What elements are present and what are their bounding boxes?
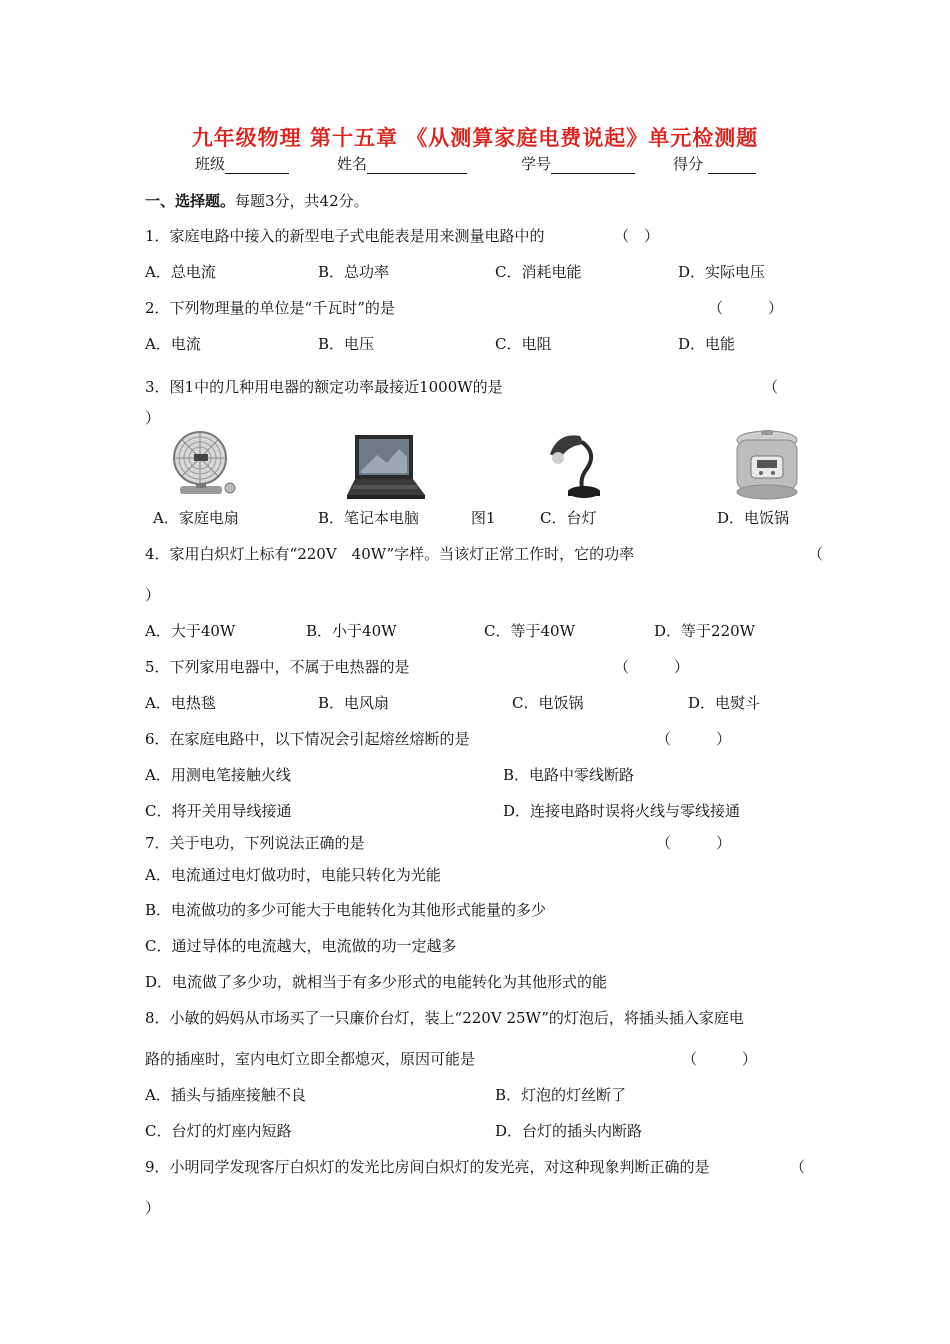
q1-stem: 1．家庭电路中接入的新型电子式电能表是用来测量电路中的 [145, 227, 545, 245]
name-field [337, 153, 467, 174]
q5-option-d: D．电熨斗 [688, 694, 761, 712]
figure-caption: 图1 [471, 509, 496, 527]
q4-stem: 4．家用白炽灯上标有“220V 40W”字样。当该灯正常工作时，它的功率 [145, 545, 635, 563]
score-label: 得分 [673, 155, 704, 173]
q8-option-c: C．台灯的灯座内短路 [145, 1122, 292, 1140]
q3-paren-close: ） [145, 409, 161, 427]
q8-option-d: D．台灯的插头内断路 [495, 1122, 643, 1140]
q5-option-a: A．电热毯 [145, 694, 216, 712]
q5-paren: （ ） [614, 658, 690, 676]
id-blank[interactable] [551, 157, 635, 174]
q4-option-c: C．等于40W [484, 622, 575, 640]
q2-stem: 2．下列物理量的单位是“千瓦时”的是 [145, 299, 395, 317]
q2-option-a: A．电流 [145, 335, 201, 353]
q2-option-b: B．电压 [318, 335, 375, 353]
q8-stem-line1: 8．小敏的妈妈从市场买了一只廉价台灯，装上“220V 25W”的灯泡后，将插头插入家庭电 [145, 1009, 744, 1027]
q3-option-b: B．笔记本电脑 [318, 509, 420, 527]
fan-icon [166, 428, 238, 500]
q8-paren: （ ） [682, 1050, 758, 1068]
q6-paren: （ ） [656, 730, 732, 748]
section-title: 一、选择题。 [145, 192, 236, 210]
q1-option-d: D．实际电压 [678, 263, 766, 281]
q3-stem: 3．图1中的几种用电器的额定功率最接近1000W的是 [145, 378, 503, 396]
q1-paren: （ ） [614, 227, 660, 245]
id-field [521, 153, 635, 174]
q4-paren-close: ） [145, 586, 161, 604]
q6-option-c: C．将开关用导线接通 [145, 802, 292, 820]
q1-option-b: B．总功率 [318, 263, 390, 281]
q4-paren-open: （ [808, 545, 824, 563]
q5-option-b: B．电风扇 [318, 694, 390, 712]
q6-option-a: A．用测电笔接触火线 [145, 766, 291, 784]
class-field [195, 153, 289, 174]
q3-option-d: D．电饭锅 [717, 509, 790, 527]
class-blank[interactable] [225, 157, 289, 174]
name-blank[interactable] [367, 157, 467, 174]
q2-paren: （ ） [708, 299, 784, 317]
q7-paren: （ ） [656, 834, 732, 852]
q9-paren-open: （ [790, 1158, 806, 1176]
q2-option-d: D．电能 [678, 335, 736, 353]
q9-paren-close: ） [145, 1199, 161, 1217]
q7-option-c: C．通过导体的电流越大，电流做的功一定越多 [145, 937, 457, 955]
q4-option-d: D．等于220W [654, 622, 756, 640]
q1-option-c: C．消耗电能 [495, 263, 582, 281]
class-label: 班级 [195, 155, 226, 173]
rice-cooker-icon [733, 428, 801, 500]
q6-option-d: D．连接电路时误将火线与零线接通 [503, 802, 741, 820]
id-label: 学号 [521, 155, 552, 173]
q1-option-a: A．总电流 [145, 263, 216, 281]
q8-option-b: B．灯泡的灯丝断了 [495, 1086, 627, 1104]
q8-stem-line2: 路的插座时，室内电灯立即全都熄灭，原因可能是 [145, 1050, 476, 1068]
q7-option-b: B．电流做功的多少可能大于电能转化为其他形式能量的多少 [145, 901, 547, 919]
q3-paren-open: （ [763, 378, 779, 396]
q9-stem: 9．小明同学发现客厅白炽灯的发光比房间白炽灯的发光亮，对这种现象判断正确的是 [145, 1158, 710, 1176]
q7-option-a: A．电流通过电灯做功时，电能只转化为光能 [145, 866, 441, 884]
q5-stem: 5．下列家用电器中，不属于电热器的是 [145, 658, 410, 676]
q5-option-c: C．电饭锅 [512, 694, 584, 712]
q4-option-b: B．小于40W [306, 622, 397, 640]
score-blank[interactable] [708, 157, 756, 174]
section-note: 每题3分，共42分。 [235, 192, 369, 210]
q3-option-c: C．台灯 [540, 509, 597, 527]
q2-option-c: C．电阻 [495, 335, 552, 353]
q8-option-a: A．插头与插座接触不良 [145, 1086, 306, 1104]
name-label: 姓名 [337, 155, 368, 173]
q6-option-b: B．电路中零线断路 [503, 766, 635, 784]
q3-option-a: A．家庭电扇 [153, 509, 239, 527]
q7-option-d: D．电流做了多少功，就相当于有多少形式的电能转化为其他形式的能 [145, 973, 608, 991]
desk-lamp-icon [548, 428, 604, 500]
q6-stem: 6．在家庭电路中，以下情况会引起熔丝熔断的是 [145, 730, 470, 748]
q7-stem: 7．关于电功，下列说法正确的是 [145, 834, 365, 852]
laptop-icon [347, 433, 427, 501]
score-field [673, 153, 756, 174]
page-title: 九年级物理 第十五章 《从测算家庭电费说起》单元检测题 [191, 125, 759, 150]
q4-option-a: A．大于40W [145, 622, 236, 640]
section-heading [145, 190, 369, 211]
